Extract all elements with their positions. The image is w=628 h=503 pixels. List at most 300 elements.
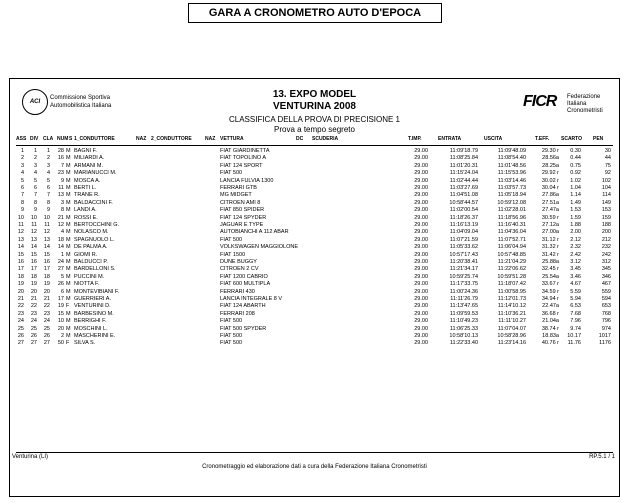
cell-gap: 3.46 [570, 273, 581, 280]
cell-exit: 11:22'06.62 [497, 266, 526, 273]
cell-pen: 30 [604, 148, 611, 154]
cell-div: 4 [33, 170, 37, 177]
cell-teff: 29.30 r [541, 148, 559, 154]
cell-exit: 11:16'40.31 [497, 222, 526, 228]
cell-entry: 11:16'13.19 [449, 222, 478, 228]
cell-driver: VENTURINI D. [74, 303, 111, 310]
cell-car: FERRARI 430 [220, 288, 255, 295]
cell-num: 10 [57, 318, 64, 325]
cell-num: 6 [60, 288, 64, 295]
cell-ass: 27 [17, 340, 24, 347]
table-row [10, 281, 619, 288]
table-row [10, 259, 619, 266]
cell-gap: 1.53 [570, 207, 581, 214]
cell-exit: 11:09'48.09 [497, 148, 526, 154]
cell-car: FIAT GIARDINETTA [220, 148, 270, 154]
cell-num: 8 [60, 207, 64, 214]
cell-entry: 10:58'10.13 [449, 333, 478, 339]
cell-gap: 1.88 [570, 222, 581, 228]
cell-s: M [66, 333, 71, 339]
table-row [10, 148, 619, 155]
cell-ass: 18 [17, 273, 24, 280]
cell-car: FIAT 124 SPYDER [220, 214, 267, 221]
cell-pen: 242 [601, 251, 611, 258]
aci-logo-text: Commissione Sportiva Automobilistica Italiana [50, 95, 112, 109]
col-num: NUM [57, 136, 69, 142]
cell-driver: MASCHERINI E. [74, 333, 116, 339]
cell-gap: 1.49 [570, 199, 581, 206]
cell-exit: 11:07'04.07 [497, 325, 526, 332]
cell-pen: 188 [601, 222, 611, 228]
cell-cla: 18 [43, 273, 50, 280]
cell-s: M [66, 236, 71, 243]
cell-num: 11 [58, 185, 64, 191]
cell-s: M [66, 148, 71, 154]
cell-exit: 11:14'10.12 [497, 303, 526, 310]
cell-entry: 11:15'24.04 [449, 170, 478, 177]
cell-entry: 11:01'20.31 [449, 162, 478, 169]
cell-driver: GIOMI R. [74, 251, 98, 258]
col-cla: CLA [43, 136, 54, 142]
cell-teff: 27.86a [542, 192, 559, 199]
cell-entry: 11:05'33.62 [449, 244, 478, 251]
cell-car: FIAT 124 SPORT [220, 162, 263, 169]
cell-exit: 11:23'14.16 [497, 340, 526, 347]
cell-gap: 2.00 [570, 229, 581, 236]
cell-gap: 0.44 [570, 155, 581, 162]
cell-driver: PUCCINI M. [74, 273, 105, 280]
col-car: VETTURA [220, 136, 244, 142]
cell-gap: 11.76 [567, 340, 581, 347]
cell-driver: BARBESINO M. [74, 310, 114, 317]
cell-cla: 24 [43, 318, 50, 325]
cell-exit: 11:03'57.73 [497, 185, 526, 191]
cell-cla: 3 [46, 162, 50, 169]
cell-car: JAGUAR E TYPE [220, 222, 264, 228]
cell-timp: 29.00 [414, 155, 428, 162]
cell-entry: 11:03'27.69 [449, 185, 478, 191]
cell-gap: 0.75 [570, 162, 581, 169]
table-row [10, 274, 619, 281]
table-row [10, 244, 619, 251]
cell-div: 11 [31, 222, 37, 228]
cell-s: M [66, 192, 71, 199]
cell-entry: 11:22'33.40 [449, 340, 478, 347]
cell-cla: 25 [43, 325, 50, 332]
cell-car: FIAT 500 [220, 340, 243, 347]
cell-entry: 11:00'24.36 [449, 288, 478, 295]
cell-cla: 15 [43, 251, 50, 258]
cell-timp: 29.00 [414, 229, 428, 236]
cell-pen: 92 [604, 170, 611, 177]
cell-timp: 29.00 [414, 199, 428, 206]
cell-entry: 11:04'51.08 [449, 192, 478, 199]
col-team: SCUDERIA [312, 136, 339, 142]
cell-div: 9 [33, 207, 37, 214]
cell-ass: 21 [17, 296, 24, 302]
cell-div: 16 [30, 259, 37, 265]
cell-driver: SILVA S. [74, 340, 96, 347]
cell-timp: 29.00 [414, 303, 428, 310]
cell-gap: 5.59 [570, 288, 581, 295]
cell-cla: 17 [43, 266, 50, 273]
table-row [10, 192, 619, 199]
cell-pen: 159 [601, 214, 611, 221]
cell-car: CITROEN 2 CV [220, 266, 259, 273]
cell-exit: 10:58'28.96 [497, 333, 526, 339]
cell-car: FIAT 600 MULTIPLA [220, 281, 271, 288]
cell-timp: 29.00 [414, 340, 428, 347]
cell-exit: 11:07'52.71 [497, 236, 526, 243]
col-pen: PEN [593, 136, 604, 142]
table-row [10, 178, 619, 185]
cell-teff: 27.00a [542, 229, 559, 236]
cell-num: 15 [57, 310, 64, 317]
cell-ass: 12 [17, 229, 24, 236]
table-row [10, 252, 619, 259]
table-row [10, 266, 619, 273]
cell-pen: 200 [601, 229, 611, 236]
cell-timp: 29.00 [414, 281, 428, 288]
col-driver1: 1_CONDUTTORE [74, 136, 115, 142]
cell-pen: 796 [601, 318, 611, 325]
cell-pen: 102 [601, 177, 611, 184]
cell-ass: 17 [17, 266, 24, 273]
cell-num: 5 [60, 273, 64, 280]
cell-div: 1 [33, 148, 37, 154]
cell-car: FIAT 124 ABARTH [220, 303, 266, 310]
cell-cla: 1 [46, 148, 50, 154]
cell-exit: 10:59'12.08 [497, 199, 526, 206]
cell-gap: 5.94 [570, 296, 581, 302]
cell-pen: 75 [604, 162, 611, 169]
cell-teff: 34.59 r [541, 288, 559, 295]
cell-exit: 11:06'04.94 [497, 244, 526, 251]
cell-ass: 25 [17, 325, 24, 332]
cell-car: FIAT 1200 CABRIO [220, 273, 268, 280]
table-row [10, 237, 619, 244]
cell-pen: 153 [601, 207, 611, 214]
cell-gap: 9.74 [570, 325, 581, 332]
classification-title: CLASSIFICA DELLA PROVA DI PRECISIONE 1 [228, 115, 401, 124]
cell-teff: 28.25a [542, 162, 559, 169]
cell-pen: 653 [601, 303, 611, 310]
cell-entry: 10:59'25.74 [449, 273, 478, 280]
cell-div: 5 [33, 177, 37, 184]
cell-car: FIAT 500 [220, 318, 243, 325]
cell-car: FIAT 1500 [220, 251, 246, 258]
cell-teff: 25.54a [542, 273, 559, 280]
cell-cla: 6 [46, 185, 50, 191]
cell-ass: 6 [20, 185, 24, 191]
cell-driver: MOSCA A. [74, 177, 101, 184]
cell-s: M [66, 162, 71, 169]
col-div: DIV [30, 136, 39, 142]
cell-ass: 7 [20, 192, 24, 199]
col-naz2: NAZ [205, 136, 216, 142]
cell-timp: 29.00 [414, 244, 428, 251]
cell-teff: 38.74 r [541, 325, 559, 332]
cell-s: M [66, 177, 71, 184]
cell-ass: 15 [17, 251, 24, 258]
cell-ass: 14 [17, 244, 24, 251]
cell-cla: 9 [46, 207, 50, 214]
cell-teff: 40.76 r [541, 340, 559, 347]
cell-teff: 31.12 r [541, 236, 559, 243]
cell-entry: 11:10'49.23 [449, 318, 478, 325]
cell-ass: 2 [20, 155, 24, 162]
cell-pen: 467 [601, 281, 611, 288]
cell-timp: 29.00 [414, 273, 428, 280]
cell-timp: 29.00 [414, 214, 428, 221]
table-row [10, 311, 619, 318]
cell-exit: 10:59'51.28 [497, 273, 526, 280]
cell-driver: MILIARDI A. [74, 155, 105, 162]
cell-ass: 10 [17, 214, 24, 221]
cell-num: 12 [57, 222, 64, 228]
cell-exit: 11:21'04.29 [497, 259, 526, 265]
cell-s: M [66, 214, 71, 221]
cell-num: 18 [57, 236, 64, 243]
cell-timp: 29.00 [414, 333, 428, 339]
cell-cla: 19 [43, 281, 50, 288]
cell-s: M [66, 273, 71, 280]
cell-timp: 29.00 [414, 148, 428, 154]
cell-gap: 1.59 [570, 214, 581, 221]
cell-div: 15 [30, 251, 37, 258]
table-row [10, 170, 619, 177]
cell-gap: 2.32 [570, 244, 581, 251]
cell-car: LANCIA INTEGRALE 8 V [220, 296, 283, 302]
cell-teff: 34.94 r [541, 296, 559, 302]
cell-driver: BAGNI F. [74, 148, 97, 154]
cell-teff: 27.51a [542, 199, 559, 206]
cell-car: FIAT 850 SPIDER [220, 207, 265, 214]
footer-rule [16, 452, 613, 453]
cell-teff: 18.83a [542, 333, 559, 339]
cell-timp: 29.00 [414, 207, 428, 214]
cell-pen: 232 [601, 244, 611, 251]
ficr-mark-icon: FICR [523, 93, 557, 110]
cell-div: 8 [33, 199, 37, 206]
cell-car: FERRARI 208 [220, 310, 255, 317]
cell-entry: 10:58'44.57 [449, 199, 478, 206]
table-row [10, 163, 619, 170]
cell-ass: 20 [17, 288, 24, 295]
cell-gap: 6.53 [570, 303, 581, 310]
cell-ass: 13 [17, 236, 24, 243]
cell-div: 2 [33, 155, 37, 162]
cell-div: 24 [30, 318, 37, 325]
cell-s: M [66, 155, 71, 162]
cell-driver: BALDUCCI P. [74, 259, 108, 265]
cell-entry: 10:57'17.43 [449, 251, 478, 258]
cell-num: 17 [57, 296, 64, 302]
cell-div: 6 [33, 185, 37, 191]
cell-div: 19 [30, 281, 37, 288]
cell-pen: 974 [601, 325, 611, 332]
cell-pen: 594 [601, 296, 611, 302]
cell-num: 16 [57, 155, 64, 162]
cell-exit: 11:18'56.96 [497, 214, 526, 221]
cell-s: M [66, 207, 71, 214]
cell-cla: 2 [46, 155, 50, 162]
classification-subtitle: Prova a tempo segreto [274, 125, 355, 134]
cell-car: CITROEN AMI 8 [220, 199, 261, 206]
event-title: 13. EXPO MODEL [272, 89, 357, 100]
cell-teff: 33.67 r [541, 281, 559, 288]
cell-div: 21 [30, 296, 37, 302]
cell-teff: 31.32 r [541, 244, 559, 251]
cell-s: F [66, 340, 70, 347]
cell-entry: 11:09'18.79 [449, 148, 478, 154]
cell-num: 9 [60, 177, 64, 184]
cell-driver: BERRIGHI F. [74, 318, 107, 325]
table-row [10, 318, 619, 325]
cell-num: 21 [57, 214, 64, 221]
cell-timp: 29.00 [414, 251, 428, 258]
table-row [10, 326, 619, 333]
col-ass: ASS [16, 136, 27, 142]
cell-entry: 11:06'25.33 [449, 325, 478, 332]
table-row [10, 289, 619, 296]
cell-timp: 29.00 [414, 318, 428, 325]
cell-s: M [66, 199, 71, 206]
cell-pen: 1176 [599, 340, 611, 347]
cell-s: M [66, 296, 71, 302]
cell-cla: 27 [43, 340, 50, 347]
cell-s: M [66, 251, 71, 258]
cell-driver: BARDELLONI S. [74, 266, 116, 273]
cell-cla: 23 [43, 310, 50, 317]
cell-driver: TRANE R. [74, 192, 100, 199]
cell-gap: 7.68 [570, 310, 581, 317]
cell-num: 19 [57, 303, 64, 310]
cell-exit: 11:12'01.73 [497, 296, 526, 302]
cell-timp: 29.00 [414, 162, 428, 169]
cell-gap: 2.12 [570, 236, 581, 243]
cell-ass: 8 [20, 199, 24, 206]
cell-pen: 346 [601, 273, 611, 280]
cell-div: 27 [30, 340, 37, 347]
cell-timp: 29.00 [414, 192, 428, 199]
cell-div: 22 [30, 303, 37, 310]
cell-s: M [66, 288, 71, 295]
cell-entry: 11:02'00.54 [449, 207, 478, 214]
cell-driver: SPAGNUOLO L. [74, 236, 115, 243]
col-exit: USCITA [484, 136, 503, 142]
cell-cla: 7 [46, 192, 50, 199]
cell-entry: 11:09'59.53 [449, 310, 478, 317]
cell-entry: 11:04'09.04 [449, 229, 478, 236]
cell-entry: 11:02'44.44 [449, 177, 478, 184]
cell-div: 13 [30, 236, 37, 243]
cell-div: 26 [30, 333, 37, 339]
cell-driver: MONTEVIBIANI F. [74, 288, 120, 295]
cell-pen: 44 [604, 155, 611, 162]
cell-num: 7 [60, 162, 64, 169]
col-driver2: 2_CONDUTTORE [151, 136, 192, 142]
cell-gap: 7.96 [570, 318, 581, 325]
cell-ass: 1 [20, 148, 24, 154]
cell-teff: 30.59 r [541, 214, 559, 221]
cell-teff: 30.02 r [541, 177, 559, 184]
cell-num: 26 [57, 281, 64, 288]
cell-ass: 4 [20, 170, 24, 177]
cell-s: M [66, 259, 71, 265]
table-row [10, 185, 619, 192]
cell-pen: 345 [601, 266, 611, 273]
cell-car: FIAT 500 [220, 170, 243, 177]
event-place: VENTURINA 2008 [273, 101, 356, 112]
cell-teff: 32.45 r [541, 266, 559, 273]
cell-timp: 29.00 [414, 185, 428, 191]
cell-num: 1 [60, 251, 64, 258]
cell-teff: 22.47a [542, 303, 559, 310]
cell-exit: 11:00'58.95 [497, 288, 526, 295]
cell-exit: 11:03'14.46 [497, 177, 526, 184]
cell-pen: 559 [601, 288, 611, 295]
cell-cla: 21 [43, 296, 50, 302]
cell-driver: BERTOCCHINI G. [74, 222, 120, 228]
cell-pen: 768 [601, 310, 611, 317]
cell-car: FERRARI GTB [220, 185, 257, 191]
cell-div: 12 [30, 229, 37, 236]
cell-exit: 11:10'36.21 [497, 310, 526, 317]
cell-driver: NIOTTA F. [74, 281, 100, 288]
cell-s: M [66, 318, 71, 325]
table-row [10, 340, 619, 347]
cell-s: M [66, 229, 71, 236]
cell-timp: 29.00 [414, 310, 428, 317]
cell-s: M [66, 244, 71, 251]
table-row [10, 200, 619, 207]
cell-driver: MOSCHINI L. [74, 325, 108, 332]
cell-driver: ARMANI M. [74, 162, 104, 169]
cell-s: F [66, 303, 70, 310]
cell-div: 14 [30, 244, 37, 251]
cell-num: 50 [57, 340, 64, 347]
table-row [10, 229, 619, 236]
col-timp: T.IMP. [408, 136, 422, 142]
cell-driver: LANDI A. [74, 207, 97, 214]
cell-car: AUTOBIANCHI A 112 ABAR [220, 229, 289, 236]
cell-driver: BERTI L. [74, 185, 97, 191]
cell-num: 28 [57, 148, 64, 154]
cell-driver: ROSSI E. [74, 214, 98, 221]
cell-s: M [66, 222, 71, 228]
cell-timp: 29.00 [414, 325, 428, 332]
cell-div: 25 [30, 325, 37, 332]
cell-car: LANCIA FULVIA 1300 [220, 177, 274, 184]
cell-div: 20 [30, 288, 37, 295]
cell-exit: 11:04'36.04 [497, 229, 526, 236]
cell-driver: MARIANUCCI M. [74, 170, 117, 177]
cell-ass: 11 [18, 222, 24, 228]
cell-teff: 27.47a [542, 207, 559, 214]
cell-teff: 36.68 r [541, 310, 559, 317]
aci-emblem-icon: ACI [22, 89, 48, 115]
cell-entry: 11:18'26.37 [449, 214, 478, 221]
cell-pen: 149 [601, 199, 611, 206]
cell-gap: 4.67 [570, 281, 581, 288]
cell-cla: 26 [43, 333, 50, 339]
cell-driver: NOLASCO M. [74, 229, 109, 236]
results-sheet [9, 78, 620, 497]
cell-num: 2 [60, 333, 64, 339]
cell-teff: 30.04 r [541, 185, 559, 191]
table-row [10, 155, 619, 162]
